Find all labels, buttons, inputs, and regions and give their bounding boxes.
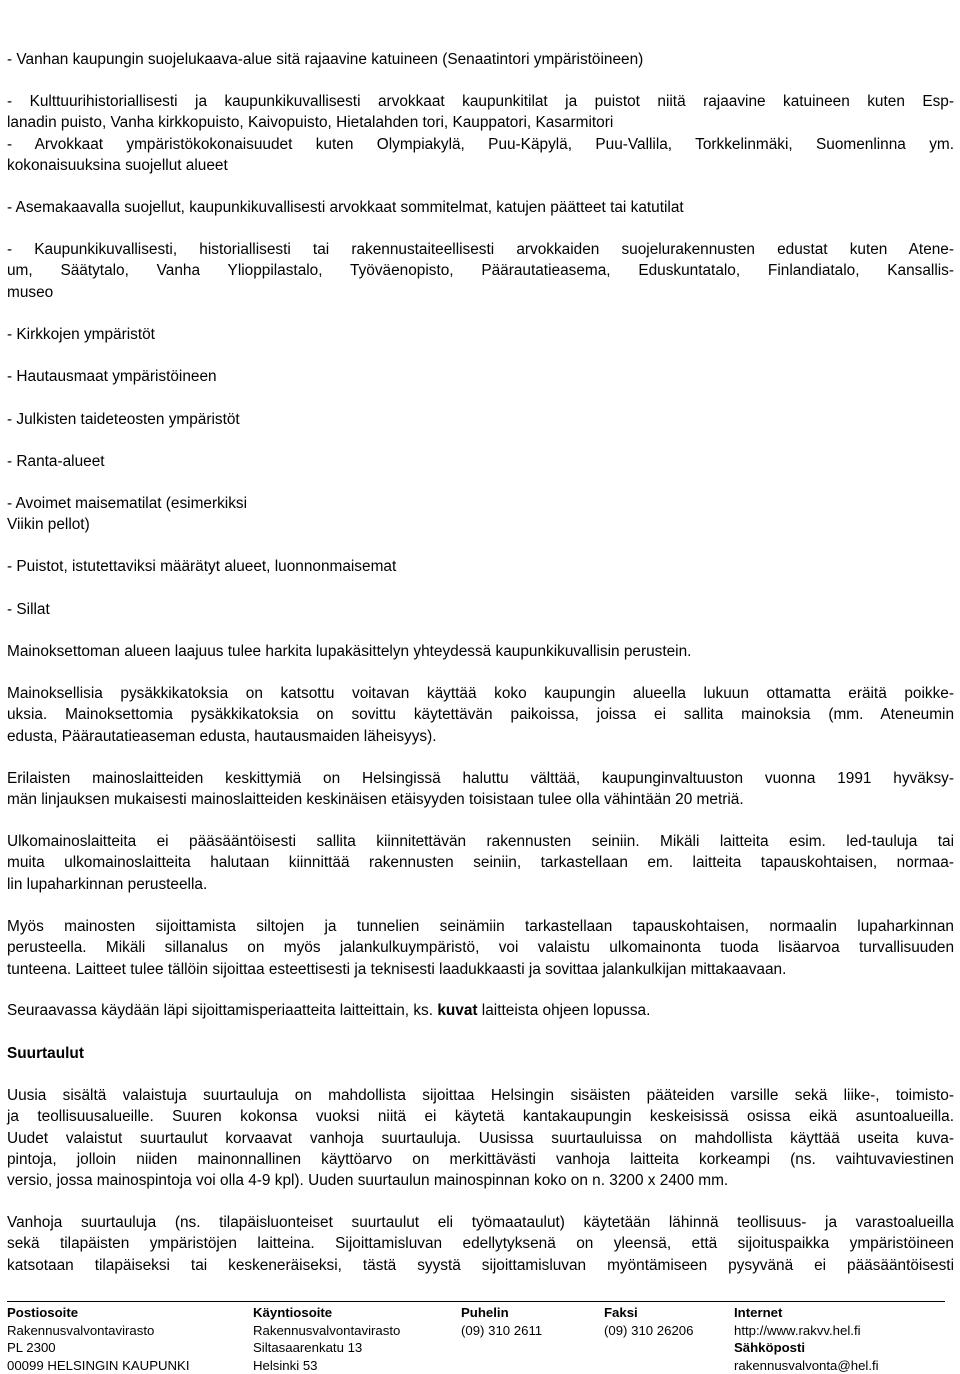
text-line: Mainoksettoman alueen laajuus tulee harkita lupakäsittelyn yhteydessä kaupunkikuvallisin perustein. [7,643,692,660]
paragraph [7,683,954,747]
paragraph [7,324,954,345]
email-link[interactable]: rakennusvalvonta@hel.fi [734,1357,879,1373]
text-line: perusteella. Mikäli sillanalus on myös jalankulkuympäristö, voi valaistu ulkomainonta tuoda lisäarvoa turvallisuuden [7,939,954,957]
text-line: - Kirkkojen ympäristöt [7,326,155,343]
paragraph [7,916,954,980]
footer-line: Rakennusvalvontavirasto [253,1322,401,1338]
footer-fax [604,1304,693,1339]
paragraph [7,556,954,577]
text-line: edusta, Päärautatieaseman edusta, hautausmaiden läheisyys). [7,727,437,745]
text-line: Uudet valaistut suurtaulut korvaavat vanhoja suurtauluja. Uusissa suurtauluissa on mahdollista käyttää useita kuva- [7,1129,954,1147]
bold-text: kuvat [437,1002,478,1019]
paragraph [7,239,954,303]
paragraph [7,1212,954,1276]
text-line: - Kulttuurihistoriallisesti ja kaupunkikuvallisesti arvokkaat kaupunkitilat ja puistot niitä rajaavine katuineen kuten Esp- [7,93,954,110]
footer-line: Siltasaarenkatu 13 [253,1340,363,1356]
text-line: Mainoksellisia pysäkkikatoksia on katsottu voitavan käyttää koko kaupungin alueella lukuun ottamatta eräitä poikke- [7,685,954,702]
section-heading [7,1043,954,1064]
text-line: muita ulkomainoslaitteita halutaan kiinnittää rakennusten seiniin, tarkastellaan em. laitteita tapauskohtaisen, normaa- [7,854,954,872]
footer-heading: Postiosoite [7,1305,79,1320]
paragraph [7,1085,954,1191]
paragraph [7,451,954,472]
footer-divider [7,1301,945,1302]
paragraph [7,493,954,536]
paragraph [7,49,954,70]
footer-line: Rakennusvalvontavirasto [7,1322,155,1338]
text-line: Erilaisten mainoslaitteiden keskittymiä on Helsingissä haluttu välttää, kaupunginvaltuuston vuonna 1991 hyväksy- [7,770,954,787]
text-line: um, Säätytalo, Vanha Ylioppilastalo, Työväenopisto, Päärautatieasema, Eduskuntatalo, Finlandiatalo, Kansallis- [7,262,954,280]
footer-heading: Internet [734,1305,783,1320]
text-line: tunteena. Laitteet tulee tällöin sijoittaa esteettisesti ja teknisesti laadukkaasti ja sovittaa jalankulkijan mittakaavaan. [7,960,787,978]
text-line: - Vanhan kaupungin suojelukaavа-alue sitä rajaavine katuineen (Senaatintori ympäristöineen) [7,51,644,68]
footer-postal-address [7,1304,190,1374]
paragraph [7,197,954,218]
text-line: - Julkisten taideteosten ympäristöt [7,411,240,428]
text-line: - Arvokkaat ympäristökokonaisuudet kuten Olympiakylä, Puu-Käpylä, Puu-Vallila, Torkkelinmäki, Suomenlinna ym. [7,135,954,153]
footer-line: Helsinki 53 [253,1357,318,1373]
text-line: ja teollisuusalueille. Suuren kokonsa vuoksi niitä ei käytetä kantakaupungin keskeisissä osissa eikä asuntoalueilla. [7,1108,954,1126]
paragraph [7,768,954,811]
text-line: - Hautausmaat ympäristöineen [7,368,217,385]
text-line: Ulkomainoslaitteita ei pääsääntöisesti sallita kiinnitettävän rakennusten seiniin. Mikäli laitteita esim. led-tauluja tai [7,833,954,850]
text-line [7,1000,954,1021]
paragraph [7,641,954,662]
text-line: män linjauksen mukaisesti mainoslaitteiden keskinäisen etäisyyden toisistaan tulee olla vähintään 20 metriä. [7,791,744,809]
text-run: Seuraavassa käydään läpi sijoittamisperiaatteita laitteittain, ks. [7,1002,438,1019]
text-line: lanadin puisto, Vanha kirkkopuisto, Kaivopuisto, Hietalahden tori, Kauppatori, Kasarmitori [7,114,614,132]
text-line: museo [7,283,54,301]
footer-heading: Sähköposti [734,1340,806,1356]
text-line: - Avoimet maisematilat (esimerkiksi [7,495,248,512]
heading-text: Suurtaulut [7,1045,84,1062]
text-line: versio, jossa mainospintoja voi olla 4-9 kpl). Uuden suurtaulun mainospinnan koko on n. 3200 x 2400 mm. [7,1172,729,1190]
paragraph [7,91,954,176]
text-line: Uusia sisältä valaistuja suurtauluja on mahdollista sijoittaa Helsingin sisäisten pääteiden varsille sekä liike-, toimisto- [7,1087,954,1104]
website-link[interactable]: http://www.rakvv.hel.fi [734,1322,861,1338]
paragraph [7,599,954,620]
paragraph [7,409,954,430]
paragraph [7,831,954,895]
text-line: lin lupaharkinnan perusteella. [7,875,208,893]
text-line: - Puistot, istutettaviksi määrätyt alueet, luonnonmaisemat [7,558,397,575]
footer-heading: Käyntiosoite [253,1305,333,1320]
footer-internet [734,1304,879,1374]
page-footer [7,1301,954,1371]
paragraph [7,1000,954,1021]
text-line: kokonaisuuksina suojellut alueet [7,156,228,174]
footer-line: 00099 HELSINGIN KAUPUNKI [7,1357,190,1373]
text-line: - Kaupunkikuvallisesti, historiallisesti tai rakennustaiteellisesti arvokkaiden suojelurakennusten edustat kuten Atene- [7,241,954,258]
text-run: laitteista ohjeen lopussa. [477,1002,651,1019]
text-line: Myös mainosten sijoittamista siltojen ja tunnelien seinämiin tarkastellaan tapauskohtaisen, normaalin lupaharkinnan [7,918,954,935]
text-line: katsotaan tilapäiseksi tai keskeneräiseksi, tästä syystä sijoittamisluvan myöntämiseen pysyvänä ei pääsääntöisesti [7,1256,954,1274]
text-line: - Asemakaavalla suojellut, kaupunkikuvallisesti arvokkaat sommitelmat, katujen päätteet tai katutilat [7,199,684,216]
footer-heading: Faksi [604,1305,638,1320]
text-line: uksia. Mainoksettomia pysäkkikatoksia on sovittu käytettävän paikoissa, joissa ei sallita mainoksia (mm. Ateneumin [7,706,954,724]
footer-line: (09) 310 2611 [461,1322,543,1338]
footer-heading: Puhelin [461,1305,509,1320]
text-line: sekä tilapäisten ympäristöjen laitteina. Sijoittamisluvan edellytyksenä on yleensä, että sijoituspaikka ympäristöineen [7,1235,954,1253]
text-line: - Sillat [7,601,50,618]
text-line: Viikin pellot) [7,516,90,534]
text-line: pintoja, jolloin niiden mainonnallinen käyttöarvo on merkittävästi vanhoja laitteita korkeampi (ns. vaihtuvaviestinen [7,1150,954,1168]
footer-line: PL 2300 [7,1340,56,1356]
footer-phone [461,1304,542,1339]
text-line: Vanhoja suurtauluja (ns. tilapäisluonteiset suurtaulut eli työmaataulut) käytetään lähinnä teollisuus- ja varastoalueilla [7,1214,954,1231]
footer-visiting-address [253,1304,400,1374]
paragraph [7,366,954,387]
text-line: - Ranta-alueet [7,453,105,470]
footer-line: (09) 310 26206 [604,1322,694,1338]
